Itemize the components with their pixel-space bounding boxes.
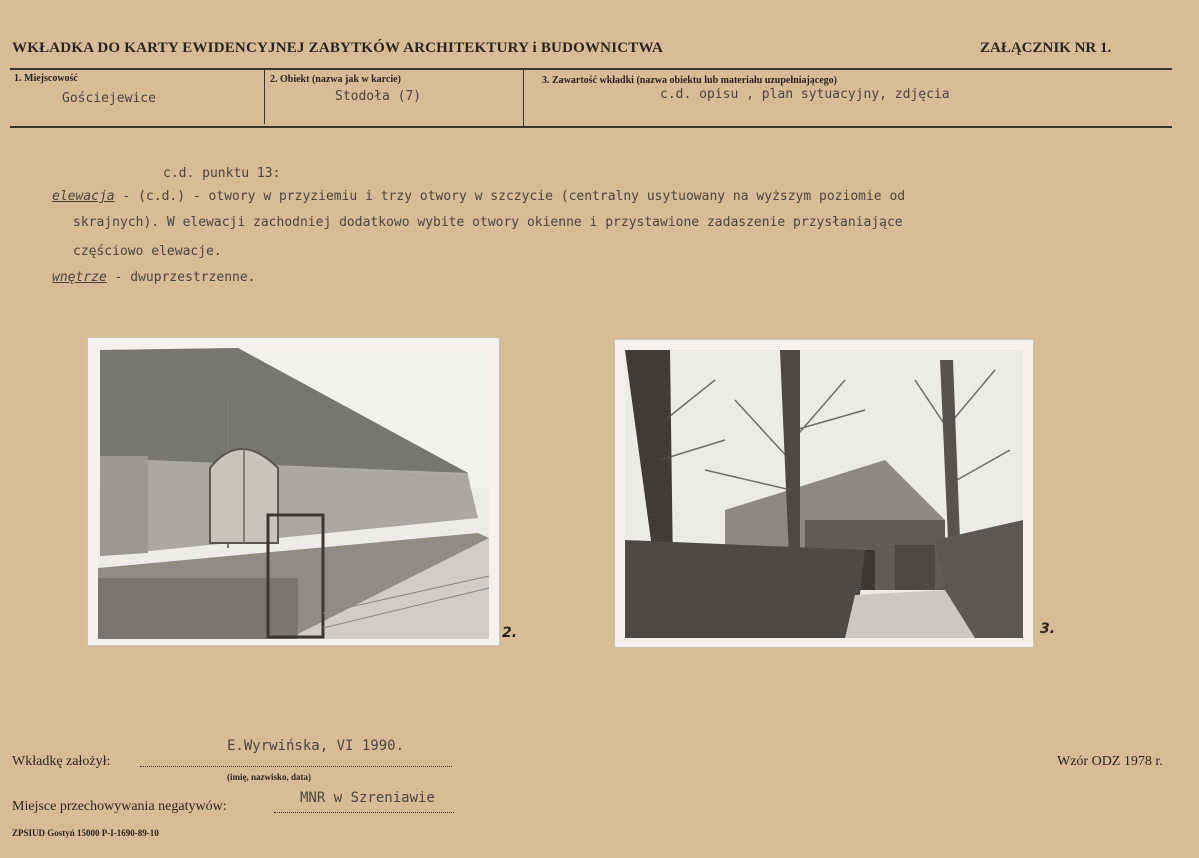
body-line-2 [52,183,905,211]
storage-dotted-line [274,812,454,813]
photo-2-number: 2. [502,625,518,641]
interior-description: - dwuprzestrzenne. [106,270,256,285]
document-title: WKŁADKA DO KARTY EWIDENCYJNEJ ZABYTKÓW ARCHITEKTURY i BUDOWNICTWA [12,40,664,56]
photo-barn-wall [87,337,500,646]
field-divider-2 [523,70,524,126]
object-label: 2. Obiekt (nazwa jak w karcie) [270,74,401,85]
storage-label: Miejsce przechowywania negatywów: [12,799,227,814]
barn-wall-photo-icon [88,338,499,645]
header-bottom-rule [10,126,1172,128]
elevation-description: - (c.d.) - otwory w przyziemiu i trzy otwory w szczycie (centralny usytuowany na wyższym poziomie od [114,189,906,204]
barn-trees-photo-icon [615,340,1033,647]
author-dotted-line [140,766,452,767]
author-hint: (imię, nazwisko, data) [227,772,311,782]
storage-value: MNR w Szreniawie [300,790,435,806]
body-line-1: c.d. punktu 13: [163,166,281,181]
photo-barn-trees [614,339,1034,648]
photo-3-number: 3. [1040,621,1056,637]
author-value: E.Wyrwińska, VI 1990. [227,738,405,754]
locality-label: 1. Miejscowość [14,73,78,84]
object-value: Stodoła (7) [335,89,422,104]
content-label: 3. Zawartość wkładki (nazwa obiektu lub materiału uzupełniającego) [542,75,838,86]
annex-number: ZAŁĄCZNIK NR 1. [980,40,1112,56]
printer-line: ZPSIUD Gostyń 15000 P-I-1690-89-10 [12,828,159,838]
interior-term: wnętrze [52,270,107,285]
body-line-3: skrajnych). W elewacji zachodniej dodatkowo wybite otwory okienne i przystawione zadaszenie przysłaniające [73,215,903,230]
locality-value: Gościejewice [62,91,156,106]
body-line-5 [52,264,256,292]
elevation-term: elewacja [52,189,115,204]
content-value: c.d. opisu , plan sytuacyjny, zdjęcia [660,87,950,102]
form-label: Wzór ODZ 1978 r. [1057,754,1163,769]
header-top-rule [10,68,1172,70]
body-line-4: częściowo elewacje. [73,244,222,259]
field-divider-1 [264,70,265,124]
author-label: Wkładkę założył: [12,754,111,769]
